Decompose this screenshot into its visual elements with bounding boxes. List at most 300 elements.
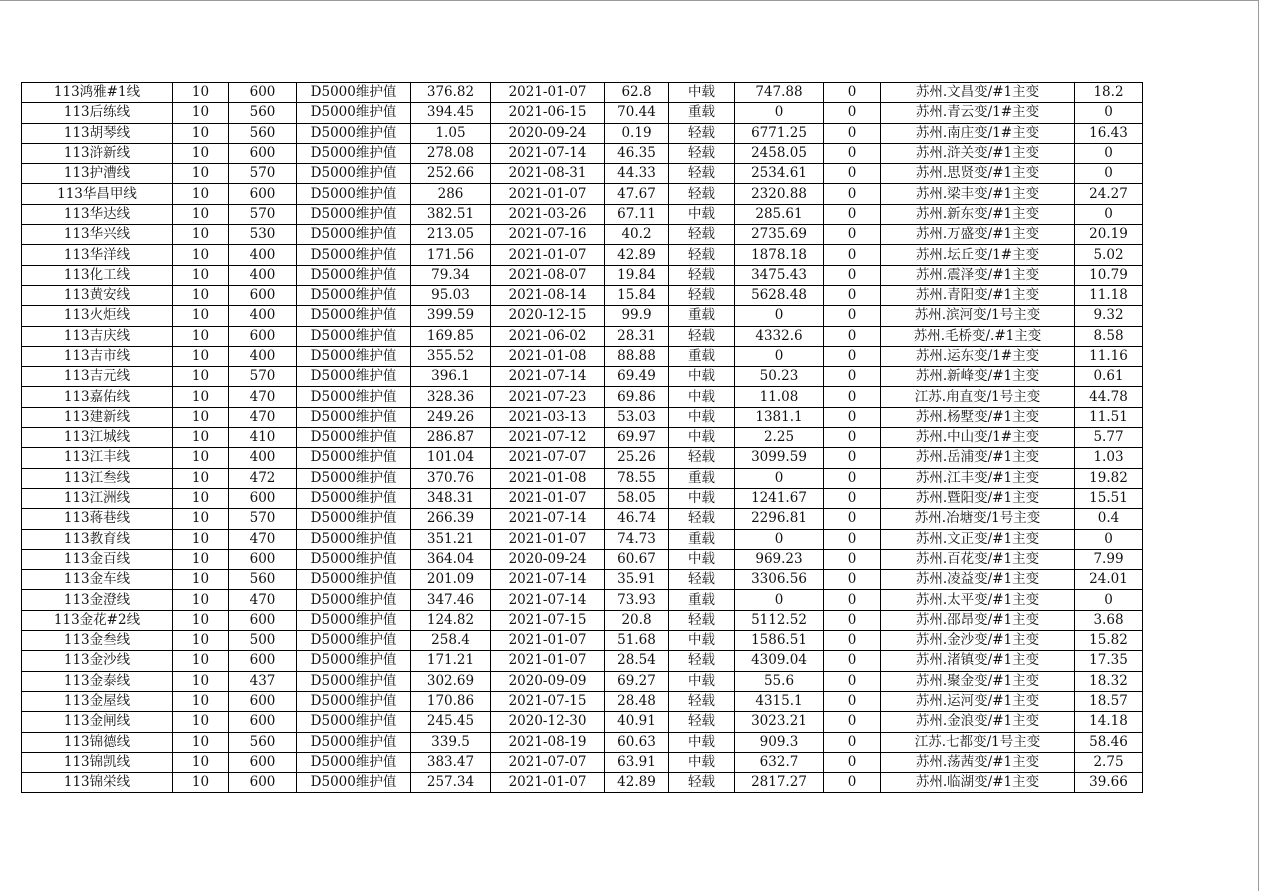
cell-data-source: D5000维护值: [297, 387, 411, 407]
cell-voltage-kv: 10: [173, 407, 229, 427]
cell-load-status: 中载: [669, 488, 735, 508]
cell-max-current: 201.09: [411, 570, 491, 590]
cell-rated-current: 560: [229, 123, 297, 143]
cell-rated-current: 530: [229, 225, 297, 245]
cell-max-current: 302.69: [411, 671, 491, 691]
cell-voltage-kv: 10: [173, 306, 229, 326]
cell-max-current: 376.82: [411, 83, 491, 103]
cell-margin: 3306.56: [735, 570, 824, 590]
cell-transformer: 苏州.坛丘变/1#主变: [881, 245, 1075, 265]
cell-margin: 2534.61: [735, 164, 824, 184]
cell-transformer: 苏州.聚金变/#1主变: [881, 671, 1075, 691]
cell-extra-value: 3.68: [1075, 610, 1143, 630]
cell-margin: 0: [735, 103, 824, 123]
cell-transformer: 苏州.岳浦变/#1主变: [881, 448, 1075, 468]
cell-margin: 0: [735, 346, 824, 366]
cell-extra-value: 11.16: [1075, 346, 1143, 366]
cell-transformer: 苏州.青云变/1#主变: [881, 103, 1075, 123]
cell-data-source: D5000维护值: [297, 509, 411, 529]
cell-rated-current: 600: [229, 285, 297, 305]
cell-voltage-kv: 10: [173, 245, 229, 265]
cell-load-rate: 46.35: [605, 143, 669, 163]
cell-voltage-kv: 10: [173, 428, 229, 448]
cell-load-rate: 63.91: [605, 752, 669, 772]
cell-data-source: D5000维护值: [297, 752, 411, 772]
cell-extra-value: 16.43: [1075, 123, 1143, 143]
cell-max-current: 396.1: [411, 367, 491, 387]
cell-load-rate: 70.44: [605, 103, 669, 123]
cell-rated-current: 560: [229, 732, 297, 752]
cell-voltage-kv: 10: [173, 83, 229, 103]
cell-load-status: 轻载: [669, 123, 735, 143]
cell-load-status: 中载: [669, 671, 735, 691]
table-row: [22, 651, 1143, 671]
cell-data-source: D5000维护值: [297, 732, 411, 752]
cell-rated-current: 410: [229, 428, 297, 448]
cell-zero-col: 0: [824, 448, 881, 468]
cell-load-status: 重载: [669, 306, 735, 326]
cell-date: 2021-01-07: [491, 245, 605, 265]
cell-line-name: 113江城线: [22, 428, 173, 448]
cell-voltage-kv: 10: [173, 326, 229, 346]
cell-max-current: 170.86: [411, 691, 491, 711]
cell-load-status: 轻载: [669, 285, 735, 305]
cell-max-current: 347.46: [411, 590, 491, 610]
cell-line-name: 113化工线: [22, 265, 173, 285]
cell-margin: 6771.25: [735, 123, 824, 143]
cell-data-source: D5000维护值: [297, 184, 411, 204]
cell-date: 2021-08-14: [491, 285, 605, 305]
cell-max-current: 258.4: [411, 631, 491, 651]
cell-load-status: 轻载: [669, 265, 735, 285]
cell-line-name: 113吉元线: [22, 367, 173, 387]
cell-line-name: 113江洲线: [22, 488, 173, 508]
cell-zero-col: 0: [824, 691, 881, 711]
cell-margin: 632.7: [735, 752, 824, 772]
cell-data-source: D5000维护值: [297, 712, 411, 732]
cell-date: 2021-01-07: [491, 184, 605, 204]
cell-zero-col: 0: [824, 204, 881, 224]
cell-extra-value: 0: [1075, 103, 1143, 123]
cell-data-source: D5000维护值: [297, 488, 411, 508]
cell-rated-current: 470: [229, 529, 297, 549]
table-row: [22, 326, 1143, 346]
cell-transformer: 苏州.文正变/#1主变: [881, 529, 1075, 549]
cell-extra-value: 2.75: [1075, 752, 1143, 772]
cell-rated-current: 400: [229, 346, 297, 366]
cell-zero-col: 0: [824, 103, 881, 123]
table-row: [22, 245, 1143, 265]
cell-load-status: 轻载: [669, 143, 735, 163]
cell-line-name: 113教育线: [22, 529, 173, 549]
cell-data-source: D5000维护值: [297, 428, 411, 448]
cell-load-rate: 69.86: [605, 387, 669, 407]
cell-rated-current: 600: [229, 488, 297, 508]
table-row: [22, 265, 1143, 285]
cell-zero-col: 0: [824, 752, 881, 772]
cell-load-rate: 42.89: [605, 773, 669, 793]
cell-date: 2021-01-07: [491, 773, 605, 793]
table-row: [22, 488, 1143, 508]
cell-date: 2021-07-14: [491, 143, 605, 163]
cell-zero-col: 0: [824, 671, 881, 691]
cell-load-status: 中载: [669, 549, 735, 569]
cell-zero-col: 0: [824, 610, 881, 630]
cell-data-source: D5000维护值: [297, 773, 411, 793]
cell-data-source: D5000维护值: [297, 671, 411, 691]
cell-line-name: 113金闸线: [22, 712, 173, 732]
table-row: [22, 691, 1143, 711]
cell-max-current: 394.45: [411, 103, 491, 123]
cell-margin: 2320.88: [735, 184, 824, 204]
cell-transformer: 苏州.暨阳变/#1主变: [881, 488, 1075, 508]
cell-margin: 0: [735, 306, 824, 326]
cell-transformer: 苏州.百花变/#1主变: [881, 549, 1075, 569]
cell-zero-col: 0: [824, 326, 881, 346]
cell-load-rate: 67.11: [605, 204, 669, 224]
cell-voltage-kv: 10: [173, 346, 229, 366]
cell-margin: 1241.67: [735, 488, 824, 508]
cell-date: 2021-07-12: [491, 428, 605, 448]
cell-load-status: 重载: [669, 590, 735, 610]
cell-zero-col: 0: [824, 428, 881, 448]
cell-line-name: 113江丰线: [22, 448, 173, 468]
table-row: [22, 509, 1143, 529]
cell-voltage-kv: 10: [173, 570, 229, 590]
cell-max-current: 245.45: [411, 712, 491, 732]
cell-max-current: 249.26: [411, 407, 491, 427]
cell-extra-value: 11.51: [1075, 407, 1143, 427]
cell-max-current: 339.5: [411, 732, 491, 752]
cell-zero-col: 0: [824, 773, 881, 793]
cell-transformer: 苏州.金沙变/#1主变: [881, 631, 1075, 651]
cell-data-source: D5000维护值: [297, 367, 411, 387]
cell-line-name: 113华兴线: [22, 225, 173, 245]
cell-load-status: 轻载: [669, 651, 735, 671]
cell-date: 2020-09-24: [491, 123, 605, 143]
cell-load-rate: 0.19: [605, 123, 669, 143]
cell-extra-value: 24.01: [1075, 570, 1143, 590]
cell-margin: 50.23: [735, 367, 824, 387]
cell-load-status: 中载: [669, 631, 735, 651]
cell-max-current: 171.21: [411, 651, 491, 671]
cell-load-rate: 99.9: [605, 306, 669, 326]
table-row: [22, 123, 1143, 143]
cell-max-current: 355.52: [411, 346, 491, 366]
cell-load-rate: 28.48: [605, 691, 669, 711]
cell-line-name: 113火炬线: [22, 306, 173, 326]
cell-line-name: 113华昌甲线: [22, 184, 173, 204]
cell-rated-current: 570: [229, 204, 297, 224]
cell-data-source: D5000维护值: [297, 590, 411, 610]
cell-rated-current: 472: [229, 468, 297, 488]
cell-margin: 1878.18: [735, 245, 824, 265]
cell-voltage-kv: 10: [173, 691, 229, 711]
cell-rated-current: 400: [229, 245, 297, 265]
cell-load-status: 轻载: [669, 712, 735, 732]
cell-zero-col: 0: [824, 245, 881, 265]
cell-voltage-kv: 10: [173, 103, 229, 123]
cell-zero-col: 0: [824, 509, 881, 529]
cell-extra-value: 24.27: [1075, 184, 1143, 204]
cell-line-name: 113蒋巷线: [22, 509, 173, 529]
cell-rated-current: 560: [229, 570, 297, 590]
cell-extra-value: 20.19: [1075, 225, 1143, 245]
cell-data-source: D5000维护值: [297, 123, 411, 143]
cell-zero-col: 0: [824, 285, 881, 305]
cell-extra-value: 8.58: [1075, 326, 1143, 346]
cell-load-rate: 69.27: [605, 671, 669, 691]
cell-margin: 5112.52: [735, 610, 824, 630]
cell-max-current: 364.04: [411, 549, 491, 569]
cell-extra-value: 18.2: [1075, 83, 1143, 103]
cell-data-source: D5000维护值: [297, 245, 411, 265]
cell-rated-current: 600: [229, 326, 297, 346]
cell-max-current: 124.82: [411, 610, 491, 630]
cell-load-status: 中载: [669, 387, 735, 407]
cell-transformer: 苏州.文昌变/#1主变: [881, 83, 1075, 103]
cell-line-name: 113金叁线: [22, 631, 173, 651]
cell-margin: 969.23: [735, 549, 824, 569]
cell-load-rate: 42.89: [605, 245, 669, 265]
cell-voltage-kv: 10: [173, 529, 229, 549]
cell-load-status: 中载: [669, 732, 735, 752]
cell-rated-current: 470: [229, 590, 297, 610]
cell-voltage-kv: 10: [173, 184, 229, 204]
cell-margin: 747.88: [735, 83, 824, 103]
cell-load-status: 中载: [669, 752, 735, 772]
cell-voltage-kv: 10: [173, 773, 229, 793]
cell-max-current: 213.05: [411, 225, 491, 245]
cell-margin: 3023.21: [735, 712, 824, 732]
cell-margin: 4309.04: [735, 651, 824, 671]
cell-rated-current: 400: [229, 265, 297, 285]
cell-margin: 2.25: [735, 428, 824, 448]
cell-transformer: 苏州.万盛变/#1主变: [881, 225, 1075, 245]
cell-margin: 0: [735, 590, 824, 610]
cell-date: 2021-07-14: [491, 590, 605, 610]
table-row: [22, 407, 1143, 427]
cell-line-name: 113金澄线: [22, 590, 173, 610]
table-row: [22, 164, 1143, 184]
cell-extra-value: 17.35: [1075, 651, 1143, 671]
cell-zero-col: 0: [824, 712, 881, 732]
cell-date: 2021-01-07: [491, 631, 605, 651]
cell-line-name: 113金花#2线: [22, 610, 173, 630]
cell-extra-value: 0.4: [1075, 509, 1143, 529]
cell-rated-current: 400: [229, 448, 297, 468]
cell-line-name: 113锦栄线: [22, 773, 173, 793]
table-row: [22, 367, 1143, 387]
cell-date: 2021-01-07: [491, 488, 605, 508]
cell-zero-col: 0: [824, 164, 881, 184]
cell-load-rate: 40.91: [605, 712, 669, 732]
cell-zero-col: 0: [824, 83, 881, 103]
cell-data-source: D5000维护值: [297, 448, 411, 468]
cell-transformer: 苏州.运东变/1#主变: [881, 346, 1075, 366]
cell-transformer: 苏州.毛桥变/.#1主变: [881, 326, 1075, 346]
cell-transformer: 苏州.震泽变/#1主变: [881, 265, 1075, 285]
cell-line-name: 113鸿雅#1线: [22, 83, 173, 103]
table-row: [22, 448, 1143, 468]
table-row: [22, 468, 1143, 488]
cell-voltage-kv: 10: [173, 732, 229, 752]
cell-max-current: 351.21: [411, 529, 491, 549]
cell-date: 2021-01-07: [491, 651, 605, 671]
cell-load-rate: 40.2: [605, 225, 669, 245]
cell-extra-value: 7.99: [1075, 549, 1143, 569]
cell-line-name: 113华达线: [22, 204, 173, 224]
cell-rated-current: 600: [229, 712, 297, 732]
cell-margin: 2458.05: [735, 143, 824, 163]
cell-extra-value: 0: [1075, 164, 1143, 184]
cell-load-rate: 47.67: [605, 184, 669, 204]
cell-date: 2021-01-07: [491, 83, 605, 103]
cell-data-source: D5000维护值: [297, 143, 411, 163]
cell-data-source: D5000维护值: [297, 468, 411, 488]
cell-max-current: 79.34: [411, 265, 491, 285]
cell-date: 2021-07-14: [491, 570, 605, 590]
cell-load-status: 重载: [669, 346, 735, 366]
feeder-load-table: [21, 82, 1143, 793]
cell-voltage-kv: 10: [173, 752, 229, 772]
cell-margin: 3475.43: [735, 265, 824, 285]
cell-load-status: 中载: [669, 428, 735, 448]
cell-load-rate: 28.54: [605, 651, 669, 671]
cell-zero-col: 0: [824, 143, 881, 163]
cell-load-status: 重载: [669, 468, 735, 488]
cell-data-source: D5000维护值: [297, 103, 411, 123]
cell-line-name: 113嘉佑线: [22, 387, 173, 407]
cell-transformer: 江苏.甪直变/1号主变: [881, 387, 1075, 407]
cell-date: 2021-08-31: [491, 164, 605, 184]
cell-rated-current: 600: [229, 651, 297, 671]
cell-date: 2021-07-23: [491, 387, 605, 407]
table-row: [22, 103, 1143, 123]
cell-load-rate: 60.67: [605, 549, 669, 569]
table-row: [22, 143, 1143, 163]
cell-line-name: 113黄安线: [22, 285, 173, 305]
cell-margin: 55.6: [735, 671, 824, 691]
cell-zero-col: 0: [824, 123, 881, 143]
cell-transformer: 苏州.荡茜变/#1主变: [881, 752, 1075, 772]
cell-date: 2021-07-07: [491, 752, 605, 772]
cell-max-current: 171.56: [411, 245, 491, 265]
cell-load-rate: 78.55: [605, 468, 669, 488]
cell-extra-value: 18.32: [1075, 671, 1143, 691]
cell-data-source: D5000维护值: [297, 285, 411, 305]
table-row: [22, 773, 1143, 793]
cell-load-status: 中载: [669, 83, 735, 103]
cell-date: 2021-03-26: [491, 204, 605, 224]
cell-extra-value: 0: [1075, 143, 1143, 163]
cell-data-source: D5000维护值: [297, 265, 411, 285]
cell-line-name: 113华洋线: [22, 245, 173, 265]
cell-load-rate: 19.84: [605, 265, 669, 285]
cell-transformer: 苏州.临湖变/#1主变: [881, 773, 1075, 793]
cell-data-source: D5000维护值: [297, 204, 411, 224]
table-row: [22, 529, 1143, 549]
cell-max-current: 101.04: [411, 448, 491, 468]
cell-rated-current: 560: [229, 103, 297, 123]
cell-line-name: 113护漕线: [22, 164, 173, 184]
cell-margin: 4332.6: [735, 326, 824, 346]
table-row: [22, 285, 1143, 305]
cell-load-rate: 51.68: [605, 631, 669, 651]
cell-load-rate: 35.91: [605, 570, 669, 590]
cell-margin: 5628.48: [735, 285, 824, 305]
cell-max-current: 278.08: [411, 143, 491, 163]
cell-rated-current: 437: [229, 671, 297, 691]
cell-date: 2021-08-19: [491, 732, 605, 752]
cell-load-rate: 25.26: [605, 448, 669, 468]
cell-rated-current: 600: [229, 143, 297, 163]
cell-voltage-kv: 10: [173, 488, 229, 508]
cell-date: 2021-08-07: [491, 265, 605, 285]
table-row: [22, 83, 1143, 103]
table-row: [22, 549, 1143, 569]
cell-voltage-kv: 10: [173, 367, 229, 387]
cell-load-rate: 53.03: [605, 407, 669, 427]
cell-transformer: 苏州.江丰变/#1主变: [881, 468, 1075, 488]
cell-date: 2021-01-08: [491, 346, 605, 366]
cell-zero-col: 0: [824, 570, 881, 590]
cell-extra-value: 5.77: [1075, 428, 1143, 448]
cell-transformer: 苏州.冶塘变/1号主变: [881, 509, 1075, 529]
cell-transformer: 苏州.思贤变/#1主变: [881, 164, 1075, 184]
cell-data-source: D5000维护值: [297, 346, 411, 366]
cell-load-status: 轻载: [669, 225, 735, 245]
cell-line-name: 113金百线: [22, 549, 173, 569]
cell-extra-value: 1.03: [1075, 448, 1143, 468]
cell-zero-col: 0: [824, 225, 881, 245]
cell-voltage-kv: 10: [173, 265, 229, 285]
cell-data-source: D5000维护值: [297, 570, 411, 590]
table-row: [22, 570, 1143, 590]
cell-line-name: 113金屋线: [22, 691, 173, 711]
cell-data-source: D5000维护值: [297, 83, 411, 103]
cell-load-status: 轻载: [669, 184, 735, 204]
cell-max-current: 370.76: [411, 468, 491, 488]
cell-extra-value: 58.46: [1075, 732, 1143, 752]
cell-load-status: 轻载: [669, 610, 735, 630]
cell-zero-col: 0: [824, 387, 881, 407]
cell-rated-current: 600: [229, 773, 297, 793]
cell-load-rate: 62.8: [605, 83, 669, 103]
cell-load-rate: 73.93: [605, 590, 669, 610]
cell-rated-current: 600: [229, 752, 297, 772]
cell-extra-value: 44.78: [1075, 387, 1143, 407]
cell-zero-col: 0: [824, 590, 881, 610]
cell-line-name: 113后练线: [22, 103, 173, 123]
table-row: [22, 346, 1143, 366]
cell-max-current: 286.87: [411, 428, 491, 448]
cell-transformer: 苏州.梁丰变/#1主变: [881, 184, 1075, 204]
cell-data-source: D5000维护值: [297, 306, 411, 326]
cell-transformer: 苏州.运河变/#1主变: [881, 691, 1075, 711]
cell-zero-col: 0: [824, 631, 881, 651]
cell-max-current: 1.05: [411, 123, 491, 143]
cell-voltage-kv: 10: [173, 387, 229, 407]
cell-load-status: 重载: [669, 529, 735, 549]
cell-line-name: 113吉庆线: [22, 326, 173, 346]
cell-margin: 285.61: [735, 204, 824, 224]
cell-transformer: 苏州.中山变/1#主变: [881, 428, 1075, 448]
cell-load-rate: 20.8: [605, 610, 669, 630]
cell-line-name: 113金车线: [22, 570, 173, 590]
cell-max-current: 257.34: [411, 773, 491, 793]
cell-zero-col: 0: [824, 265, 881, 285]
